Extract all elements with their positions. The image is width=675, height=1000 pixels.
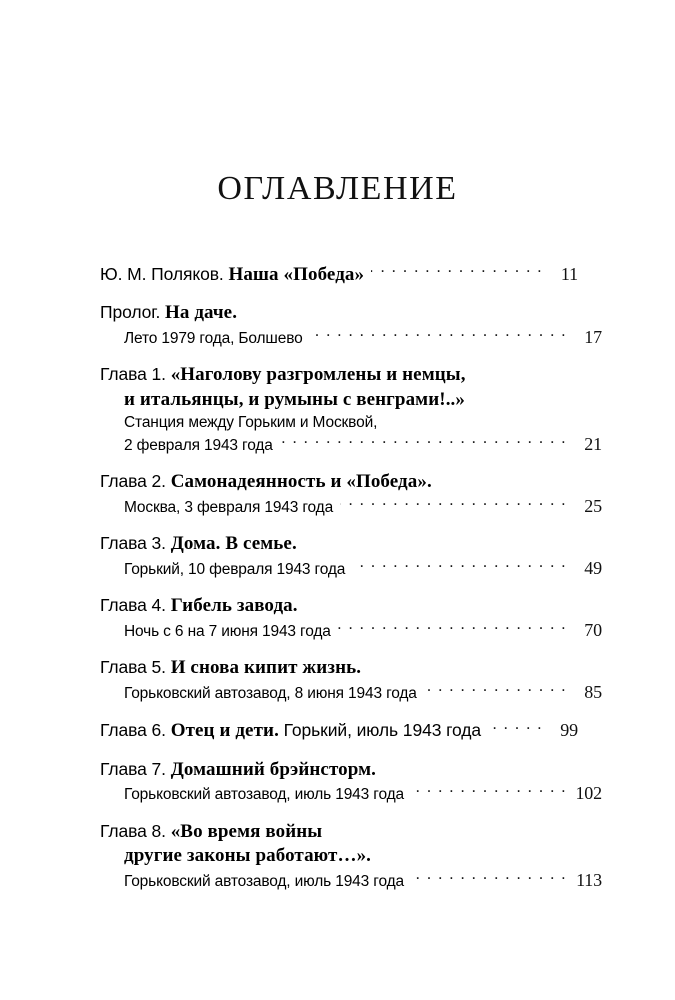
- entry-subtitle: 2 февраля 1943 года: [124, 436, 273, 454]
- entry-prefix: Глава 6.: [100, 719, 171, 740]
- toc-entry-main-line[interactable]: [100, 470, 578, 495]
- page-number: 25: [584, 495, 602, 516]
- toc-entry-title-continuation: [100, 844, 602, 869]
- toc-entry[interactable]: [100, 594, 602, 642]
- toc-entry[interactable]: [100, 656, 602, 704]
- toc-entry-main-line[interactable]: [100, 532, 578, 557]
- entry-subtitle: Ночь с 6 на 7 июня 1943 года: [124, 623, 331, 641]
- entry-subtitle: Горьковский автозавод, 8 июня 1943 года: [124, 685, 417, 703]
- entry-subtitle: Москва, 3 февраля 1943 года: [124, 498, 334, 516]
- entry-subtitle: Горьковский автозавод, июль 1943 года: [124, 873, 404, 891]
- entry-title-continued: другие законы работают…».: [124, 845, 372, 867]
- toc-entry-subtitle-line: [100, 869, 602, 892]
- entry-subtitle: Лето 1979 года, Болшево: [124, 329, 303, 347]
- entry-title: Гибель завода.: [170, 595, 298, 617]
- entry-title: Дома. В семье.: [170, 533, 297, 555]
- entry-prefix: Глава 2.: [100, 471, 171, 492]
- toc-entry-main-line[interactable]: [100, 820, 578, 845]
- toc-entry-main-line[interactable]: [100, 656, 578, 681]
- dot-leader: [371, 262, 543, 280]
- entry-title: И снова кипит жизнь.: [170, 657, 362, 679]
- entry-title: «Наголову разгромлены и немцы,: [170, 364, 466, 386]
- toc-entry[interactable]: [100, 363, 602, 456]
- toc-entry[interactable]: [100, 532, 602, 580]
- page-number: 102: [575, 783, 602, 804]
- entry-prefix: Пролог.: [100, 302, 165, 323]
- entry-title: На даче.: [164, 302, 238, 324]
- toc-entry-subtitle-line: [100, 782, 602, 805]
- page-number: 99: [560, 719, 578, 740]
- entry-prefix: Глава 1.: [100, 364, 171, 385]
- page-title: ОГЛАВЛЕНИЕ: [217, 170, 458, 207]
- toc-entry-subtitle-line: [100, 681, 602, 704]
- toc-entry-list: [100, 262, 602, 893]
- entry-subtitle: Станция между Горьким и Москвой,: [124, 413, 378, 431]
- dot-leader: [411, 784, 567, 800]
- dot-leader: [310, 327, 567, 343]
- dot-leader: [488, 718, 543, 736]
- dot-leader: [338, 621, 567, 637]
- toc-entry-subtitle-line: [100, 619, 602, 642]
- entry-title: Домашний брэйнсторм.: [170, 758, 377, 780]
- dot-leader: [340, 496, 567, 512]
- entry-title: Наша «Победа»: [228, 263, 365, 285]
- entry-subtitle: Горький, 10 февраля 1943 года: [124, 560, 346, 578]
- entry-inline-subtitle: Горький, июль 1943 года: [278, 719, 481, 740]
- toc-entry[interactable]: [100, 718, 578, 743]
- toc-entry[interactable]: [100, 470, 602, 518]
- page-number: 113: [576, 870, 602, 891]
- entry-prefix: Ю. М. Поляков.: [100, 263, 229, 284]
- entry-title: «Во время войны: [170, 820, 323, 842]
- toc-entry[interactable]: [100, 262, 578, 287]
- page-number: 70: [584, 620, 602, 641]
- entry-prefix: Глава 5.: [100, 657, 171, 678]
- toc-entry-main-line[interactable]: [100, 363, 578, 388]
- dot-leader: [424, 683, 567, 699]
- toc-entry[interactable]: [100, 301, 602, 349]
- page-number: 21: [584, 433, 602, 454]
- toc-entry[interactable]: [100, 758, 602, 806]
- entry-title-continued: и итальянцы, и румыны с венграми!..»: [124, 388, 465, 410]
- page-number: 17: [584, 326, 602, 347]
- dot-leader: [280, 434, 567, 450]
- toc-entry-subtitle-line: [100, 326, 602, 349]
- entry-prefix: Глава 7.: [100, 758, 171, 779]
- toc-entry-main-line[interactable]: [100, 758, 578, 783]
- entry-title: Отец и дети.: [170, 719, 279, 741]
- page-number: 11: [560, 263, 578, 284]
- entry-subtitle: Горьковский автозавод, июль 1943 года: [124, 786, 404, 804]
- entry-prefix: Глава 3.: [100, 533, 171, 554]
- page-number: 85: [584, 682, 602, 703]
- toc-entry-subtitle-line: [100, 495, 602, 518]
- page-number: 49: [584, 557, 602, 578]
- toc-entry-subtitle-line: [100, 557, 602, 580]
- entry-prefix: Глава 8.: [100, 820, 171, 841]
- toc-entry-main-line[interactable]: [100, 594, 578, 619]
- dot-leader: [411, 871, 567, 887]
- entry-title: Самонадеянность и «Победа».: [170, 471, 432, 493]
- toc-entry-main-line[interactable]: [100, 718, 578, 743]
- toc-entry-subtitle-line: [100, 433, 602, 456]
- entry-prefix: Глава 4.: [100, 595, 171, 616]
- toc-entry-title-continuation: [100, 388, 602, 413]
- dot-leader: [352, 558, 567, 574]
- toc-entry-subtitle-line: [100, 413, 602, 433]
- toc-entry-main-line[interactable]: [100, 262, 578, 287]
- toc-entry-main-line[interactable]: [100, 301, 578, 326]
- toc-entry[interactable]: [100, 820, 602, 893]
